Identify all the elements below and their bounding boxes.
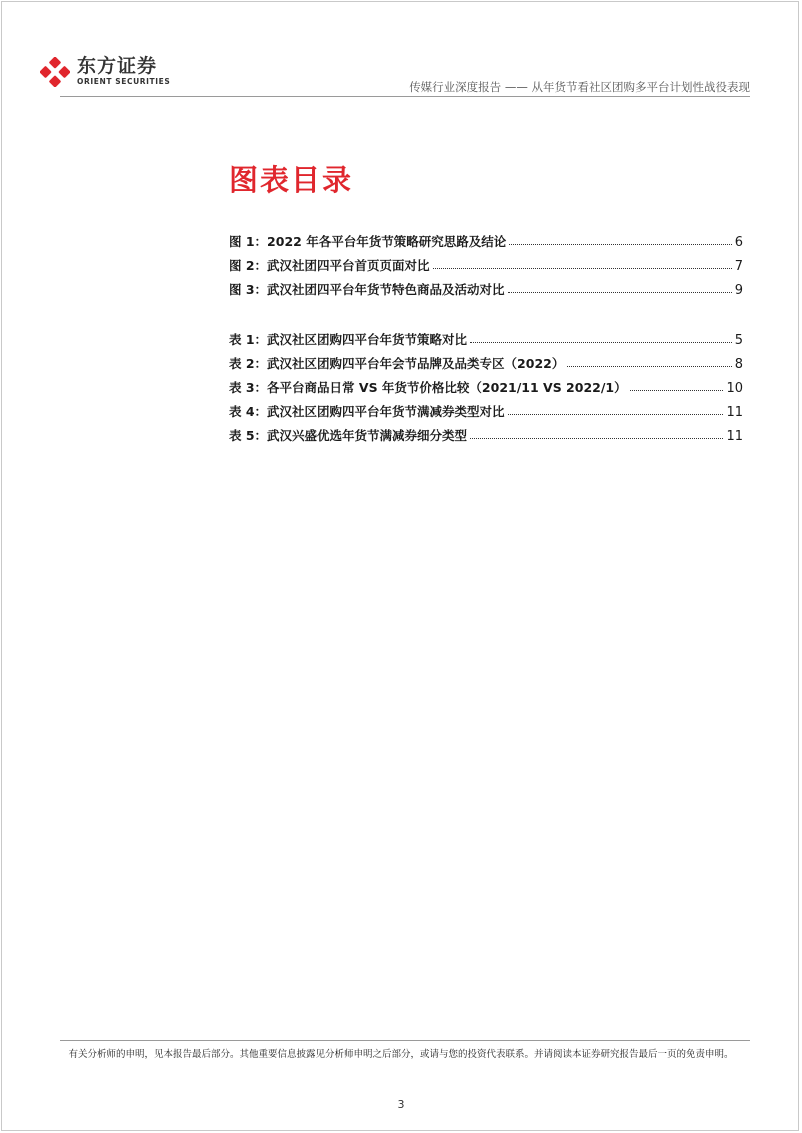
toc-entry-figure-2[interactable]	[229, 250, 743, 274]
toc-entry-page: 8	[734, 357, 743, 372]
footer-disclaimer: 有关分析师的申明，见本报告最后部分。其他重要信息披露见分析师申明之后部分，或请与您的投资代表联系。并请阅读本证券研究报告最后一页的免责申明。	[68, 1049, 734, 1060]
toc-entry-table-4[interactable]	[229, 396, 743, 420]
toc-entry-label: 表 4：武汉社区团购四平台年货节满减券类型对比	[229, 404, 505, 419]
toc-entry-table-5[interactable]	[229, 420, 743, 444]
toc-entry-label: 表 3：各平台商品日常 VS 年货节价格比较（2021/11 VS 2022/1）	[229, 380, 627, 395]
toc-entry-figure-3[interactable]	[229, 274, 743, 298]
toc-entry-table-1[interactable]	[229, 324, 743, 348]
toc-entry-page: 9	[734, 283, 743, 298]
toc-entry-page: 11	[726, 405, 743, 420]
toc-entry-label: 表 5：武汉兴盛优选年货节满减券细分类型	[229, 428, 468, 443]
toc-leader-dots	[509, 244, 732, 245]
footer-divider	[60, 1040, 750, 1041]
toc-title: 图表目录	[229, 163, 354, 197]
toc-leader-dots	[567, 366, 731, 367]
toc-entry-table-3[interactable]	[229, 372, 743, 396]
toc-leader-dots	[508, 414, 724, 415]
toc-entry-page: 7	[734, 259, 743, 274]
toc-entry-table-2[interactable]	[229, 348, 743, 372]
toc-leader-dots	[433, 268, 732, 269]
header-divider	[60, 96, 750, 97]
toc-leader-dots	[508, 292, 732, 293]
page-frame	[1, 1, 799, 1131]
toc-entry-page: 5	[734, 333, 743, 348]
logo-text-cn: 东方证券	[77, 55, 158, 77]
toc-leader-dots	[630, 390, 724, 391]
toc-leader-dots	[470, 342, 732, 343]
toc-entry-label: 图 1：2022 年各平台年货节策略研究思路及结论	[229, 234, 507, 249]
toc-entry-figure-1[interactable]	[229, 226, 743, 250]
toc-entry-page: 10	[726, 381, 743, 396]
logo-text-en: ORIENT SECURITIES	[77, 77, 171, 86]
page-number: 3	[397, 1098, 405, 1111]
toc-entry-label: 表 2：武汉社区团购四平台年会节品牌及品类专区（2022）	[229, 356, 565, 371]
toc-leader-dots	[470, 438, 723, 439]
table-list	[229, 324, 743, 444]
toc-entry-label: 图 3：武汉社团四平台年货节特色商品及活动对比	[229, 282, 505, 297]
toc-entry-page: 6	[734, 235, 743, 250]
figure-list	[229, 226, 743, 298]
toc-entry-label: 图 2：武汉社团四平台首页页面对比	[229, 258, 430, 273]
company-logo	[40, 56, 170, 87]
toc-entry-label: 表 1：武汉社区团购四平台年货节策略对比	[229, 332, 468, 347]
toc-entry-page: 11	[726, 429, 743, 444]
report-header-title: 传媒行业深度报告 —— 从年货节看社区团购多平台计划性战役表现	[409, 80, 750, 94]
logo-mark-icon	[40, 57, 70, 87]
